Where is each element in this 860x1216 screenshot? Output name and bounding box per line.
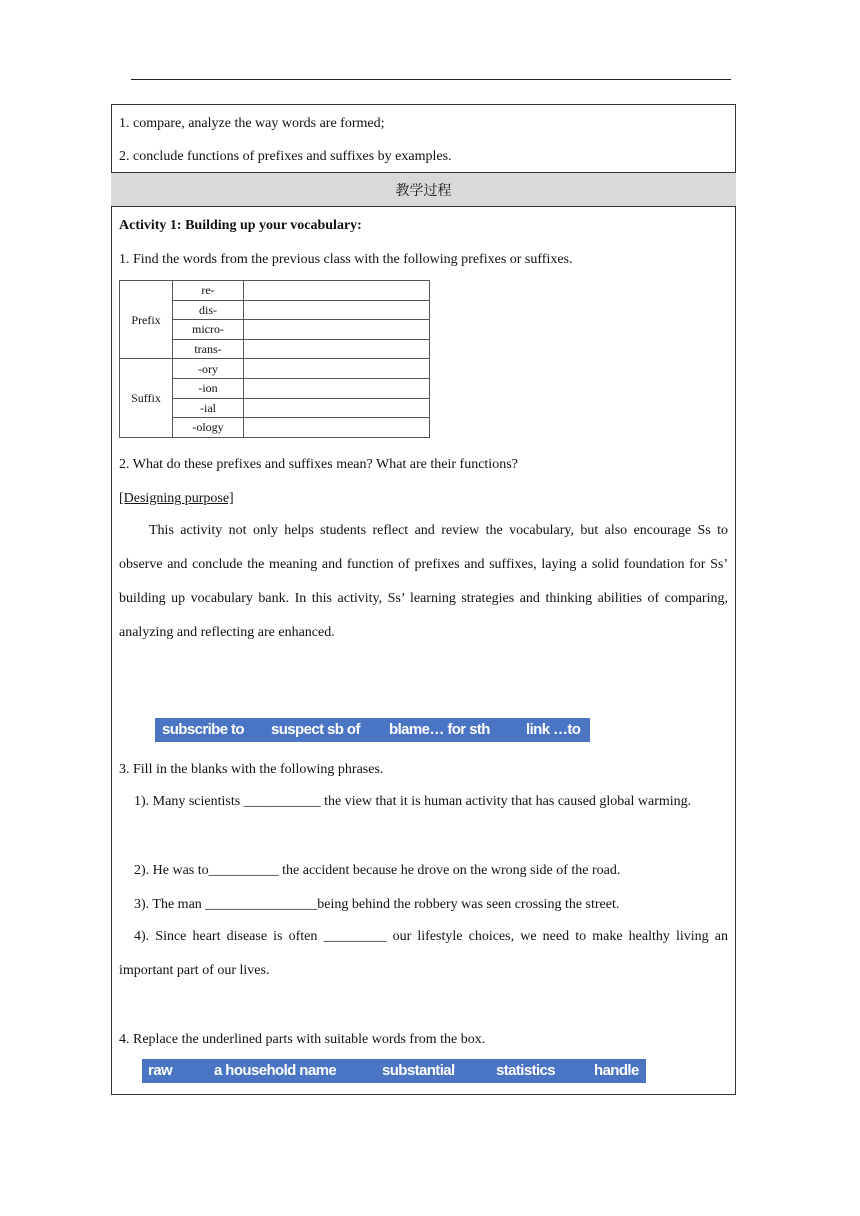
- question-4: 4. Replace the underlined parts with suitable words from the box.: [119, 1032, 486, 1047]
- word-box: [142, 1059, 646, 1083]
- word-item: substantial: [382, 1062, 455, 1079]
- word-item: raw: [148, 1062, 173, 1079]
- section-header: 教学过程: [111, 172, 736, 207]
- affix-cell: -ion: [173, 378, 244, 398]
- answer-cell[interactable]: [244, 359, 430, 379]
- activity-title: Activity 1: Building up your vocabulary:: [119, 218, 362, 233]
- answer-cell[interactable]: [244, 378, 430, 398]
- answer-cell[interactable]: [244, 300, 430, 320]
- answer-cell[interactable]: [244, 398, 430, 418]
- phrase-box: [155, 718, 590, 742]
- designing-purpose-label: [Designing purpose]: [119, 491, 234, 506]
- answer-cell[interactable]: [244, 339, 430, 359]
- affix-cell: -ory: [173, 359, 244, 379]
- q3-item-4: 4). Since heart disease is often _________ our lifestyle choices, we need to make healthy living an important part of our lives.: [119, 929, 728, 978]
- objective-2: 2. conclude functions of prefixes and suffixes by examples.: [119, 149, 452, 164]
- affix-cell: trans-: [173, 339, 244, 359]
- affix-cell: re-: [173, 281, 244, 301]
- question-1: 1. Find the words from the previous class with the following prefixes or suffixes.: [119, 252, 573, 267]
- purpose-paragraph: This activity not only helps students reflect and review the vocabulary, but also encourage Ss to observe and conclude the meaning and function of prefixes and suffixes, laying a solid foundation for Ss’ building up vocabulary bank. In this activity, Ss’ learning strategies and thinking abilities of comparing, analyzing and reflecting are enhanced.: [119, 523, 728, 640]
- question-3: 3. Fill in the blanks with the following phrases.: [119, 762, 384, 777]
- affix-cell: -ial: [173, 398, 244, 418]
- q3-item-2: 2). He was to__________ the accident because he drove on the wrong side of the road.: [134, 863, 621, 878]
- phrase-item: link …to: [526, 721, 581, 738]
- affix-cell: micro-: [173, 320, 244, 340]
- header-rule: [131, 79, 731, 80]
- q3-item-1: 1). Many scientists ___________ the view that it is human activity that has caused global warming.: [134, 794, 692, 809]
- affix-table: [119, 280, 430, 438]
- prefix-label: Prefix: [120, 281, 173, 359]
- answer-cell[interactable]: [244, 281, 430, 301]
- q3-item-3: 3). The man ________________being behind the robbery was seen crossing the street.: [134, 897, 620, 912]
- phrase-item: suspect sb of: [271, 721, 360, 738]
- phrase-item: subscribe to: [162, 721, 244, 738]
- phrase-item: blame… for sth: [389, 721, 490, 738]
- question-2: 2. What do these prefixes and suffixes mean? What are their functions?: [119, 457, 518, 472]
- answer-cell[interactable]: [244, 320, 430, 340]
- suffix-label: Suffix: [120, 359, 173, 437]
- word-item: statistics: [496, 1062, 556, 1079]
- affix-cell: dis-: [173, 300, 244, 320]
- objective-1: 1. compare, analyze the way words are formed;: [119, 116, 385, 131]
- affix-cell: -ology: [173, 418, 244, 438]
- word-item: a household name: [214, 1062, 337, 1079]
- word-item: handle: [594, 1062, 639, 1079]
- answer-cell[interactable]: [244, 418, 430, 438]
